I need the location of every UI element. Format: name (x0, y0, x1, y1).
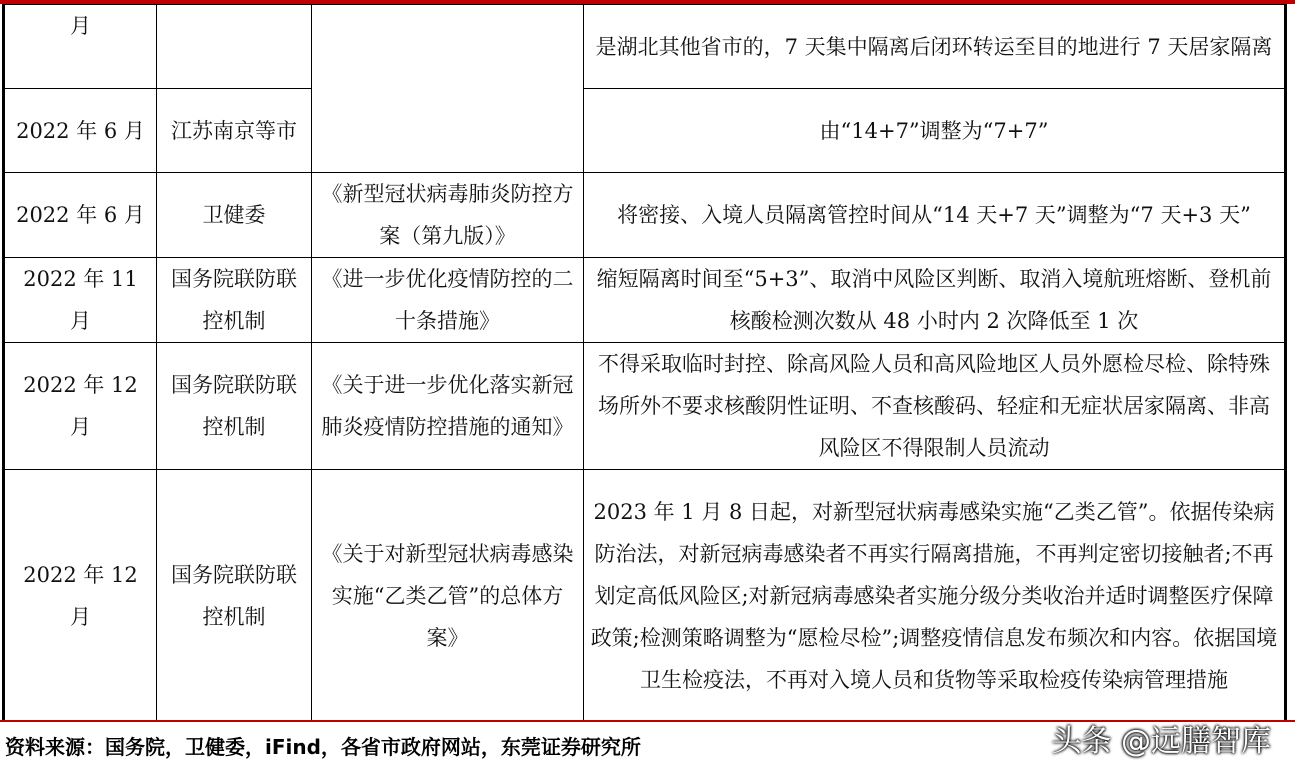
table-row (4, 173, 1286, 258)
date-cell: 2022 年 11 月 (4, 258, 157, 343)
content-cell: 是湖北其他省市的，7 天集中隔离后闭环转运至目的地进行 7 天居家隔离 (584, 5, 1286, 89)
entity-cell (157, 5, 312, 89)
entity-cell: 国务院联防联控机制 (157, 470, 312, 722)
document-cell: 《关于进一步优化落实新冠肺炎疫情防控措施的通知》 (312, 343, 584, 470)
date-cell: 2022 年 12 月 (4, 470, 157, 722)
date-cell: 月 (4, 5, 157, 89)
date-cell: 2022 年 6 月 (4, 173, 157, 258)
entity-cell: 国务院联防联控机制 (157, 258, 312, 343)
document-cell: 《新型冠状病毒肺炎防控方案（第九版）》 (312, 173, 584, 258)
policy-table (2, 4, 1287, 722)
content-cell: 不得采取临时封控、除高风险人员和高风险地区人员外愿检尽检、除特殊场所外不要求核酸阴性证明、不查核酸码、轻症和无症状居家隔离、非高风险区不得限制人员流动 (584, 343, 1286, 470)
content-cell: 由“14+7”调整为“7+7” (584, 89, 1286, 173)
table-row (4, 89, 1286, 173)
date-cell: 2022 年 6 月 (4, 89, 157, 173)
table-row (4, 343, 1286, 470)
content-cell: 2023 年 1 月 8 日起，对新型冠状病毒感染实施“乙类乙管”。依据传染病防治法，对新冠病毒感染者不再实行隔离措施，不再判定密切接触者;不再划定高低风险区;对新冠病毒感染者实施分级分类收治并适时调整医疗保障政策;检测策略调整为“愿检尽检”;调整疫情信息发布频次和内容。依据国境卫生检疫法，不再对入境人员和货物等采取检疫传染病管理措施 (584, 470, 1286, 722)
document-cell: 《关于对新型冠状病毒感染实施“乙类乙管”的总体方案》 (312, 470, 584, 722)
watermark: 头条 @远膳智库 (1051, 724, 1271, 759)
document-cell (312, 5, 584, 173)
date-cell: 2022 年 12 月 (4, 343, 157, 470)
content-cell: 将密接、入境人员隔离管控时间从“14 天+7 天”调整为“7 天+3 天” (584, 173, 1286, 258)
table-row (4, 258, 1286, 343)
entity-cell: 卫健委 (157, 173, 312, 258)
table-row (4, 5, 1286, 89)
content-cell: 缩短隔离时间至“5+3”、取消中风险区判断、取消入境航班熔断、登机前核酸检测次数从 48 小时内 2 次降低至 1 次 (584, 258, 1286, 343)
source-note: 资料来源：国务院，卫健委，iFind，各省市政府网站，东莞证券研究所 (5, 735, 641, 759)
table-row (4, 470, 1286, 722)
document-cell: 《进一步优化疫情防控的二十条措施》 (312, 258, 584, 343)
entity-cell: 江苏南京等市 (157, 89, 312, 173)
entity-cell: 国务院联防联控机制 (157, 343, 312, 470)
